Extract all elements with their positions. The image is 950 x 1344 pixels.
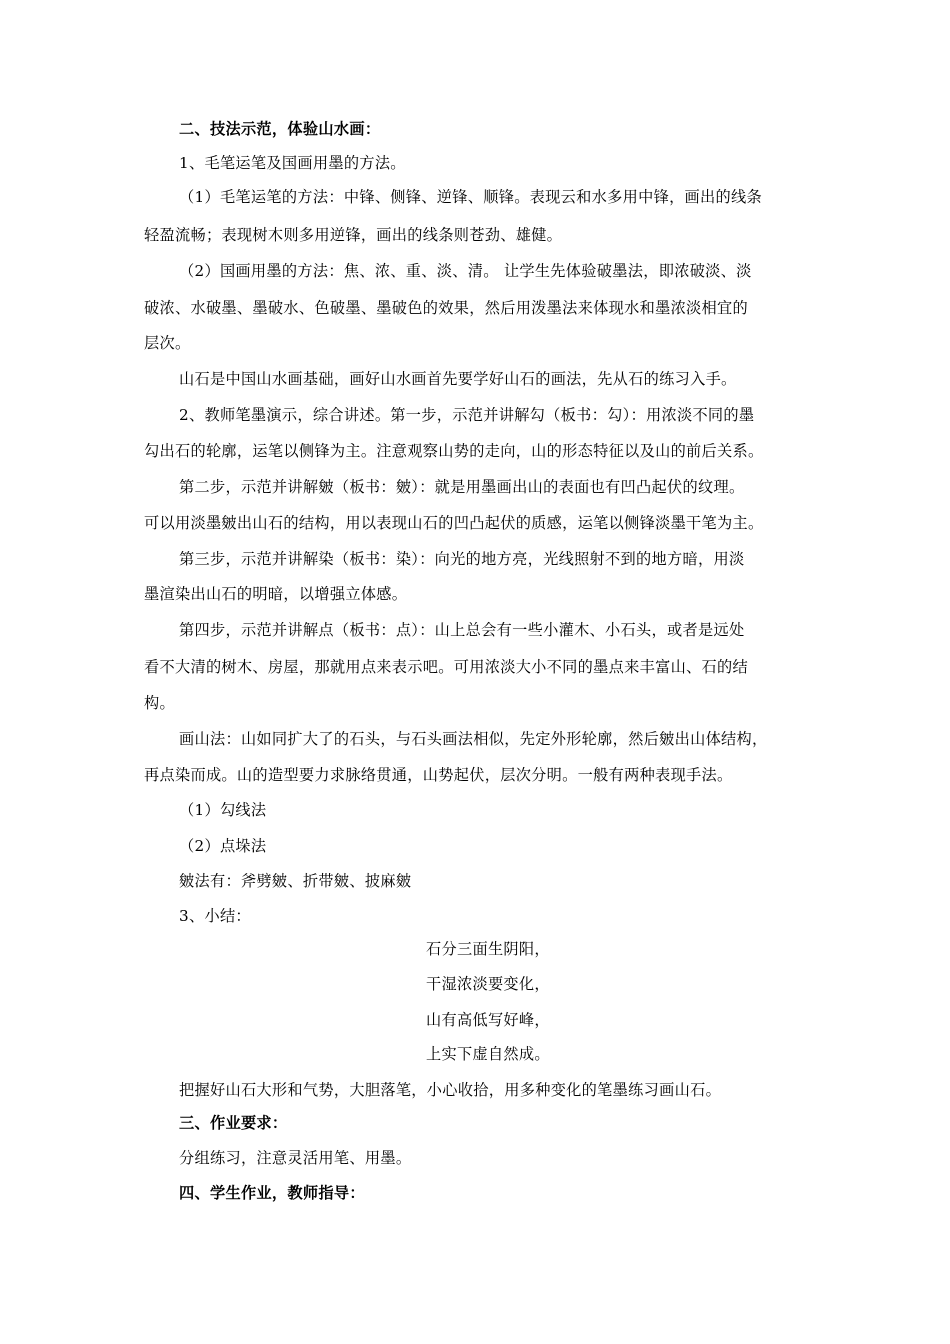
- paragraph-line: 层次。: [144, 334, 191, 352]
- paragraph-line: 把握好山石大形和气势，大胆落笔，小心收拾，用多种变化的笔墨练习画山石。: [179, 1081, 722, 1099]
- paragraph-line: 可以用淡墨皴出山石的结构，用以表现山石的凹凸起伏的质感，运笔以侧锋淡墨干笔为主。: [144, 514, 764, 532]
- subsection-title-3: 3、小结：: [179, 907, 251, 925]
- section-heading-4: 四、学生作业，教师指导：: [179, 1184, 365, 1202]
- poem-line: 上实下虚自然成。: [426, 1045, 550, 1063]
- paragraph-line: 分组练习，注意灵活用笔、用墨。: [179, 1149, 412, 1167]
- paragraph-line: 破浓、水破墨、墨破水、色破墨、墨破色的效果，然后用泼墨法来体现水和墨浓淡相宜的: [144, 299, 749, 317]
- paragraph-line: 勾出石的轮廓，运笔以侧锋为主。注意观察山势的走向，山的形态特征以及山的前后关系。: [144, 442, 764, 460]
- section-heading-3: 三、作业要求：: [179, 1114, 288, 1132]
- section-heading-2: 二、技法示范，体验山水画：: [179, 120, 381, 138]
- paragraph-line: 第三步，示范并讲解染（板书：染）：向光的地方亮，光线照射不到的地方暗，用淡: [179, 550, 745, 568]
- poem-line: 石分三面生阴阳，: [426, 940, 550, 958]
- paragraph-line: 再点染而成。山的造型要力求脉络贯通，山势起伏，层次分明。一般有两种表现手法。: [144, 766, 733, 784]
- paragraph-line: 构。: [144, 694, 175, 712]
- paragraph-line: 第二步，示范并讲解皴（板书：皴）：就是用墨画出山的表面也有凹凸起伏的纹理。: [179, 478, 745, 496]
- paragraph-line: 轻盈流畅；表现树木则多用逆锋，画出的线条则苍劲、雄健。: [144, 226, 563, 244]
- method-item: （1）勾线法: [179, 801, 267, 819]
- poem-line: 山有高低写好峰，: [426, 1011, 550, 1029]
- cun-methods: 皴法有：斧劈皴、折带皴、披麻皴: [179, 872, 412, 890]
- paragraph-line: 看不大清的树木、房屋，那就用点来表示吧。可用浓淡大小不同的墨点来丰富山、石的结: [144, 658, 749, 676]
- poem-line: 干湿浓淡要变化，: [426, 975, 550, 993]
- paragraph-line: 2、教师笔墨演示，综合讲述。第一步，示范并讲解勾（板书：勾）：用浓淡不同的墨: [179, 406, 755, 424]
- subsection-title-1: 1、毛笔运笔及国画用墨的方法。: [179, 154, 406, 172]
- paragraph-line: 墨渲染出山石的明暗，以增强立体感。: [144, 585, 408, 603]
- paragraph-line: 山石是中国山水画基础，画好山水画首先要学好山石的画法，先从石的练习入手。: [179, 370, 737, 388]
- method-item: （2）点垛法: [179, 837, 267, 855]
- paragraph-line: 第四步，示范并讲解点（板书：点）：山上总会有一些小灌木、小石头，或者是远处: [179, 621, 745, 639]
- paragraph-line: 画山法：山如同扩大了的石头，与石头画法相似，先定外形轮廓，然后皴出山体结构，: [179, 730, 768, 748]
- paragraph-line: （1）毛笔运笔的方法：中锋、侧锋、逆锋、顺锋。表现云和水多用中锋，画出的线条: [179, 188, 762, 206]
- paragraph-line: （2）国画用墨的方法：焦、浓、重、淡、清。 让学生先体验破墨法，即浓破淡、淡: [179, 262, 752, 280]
